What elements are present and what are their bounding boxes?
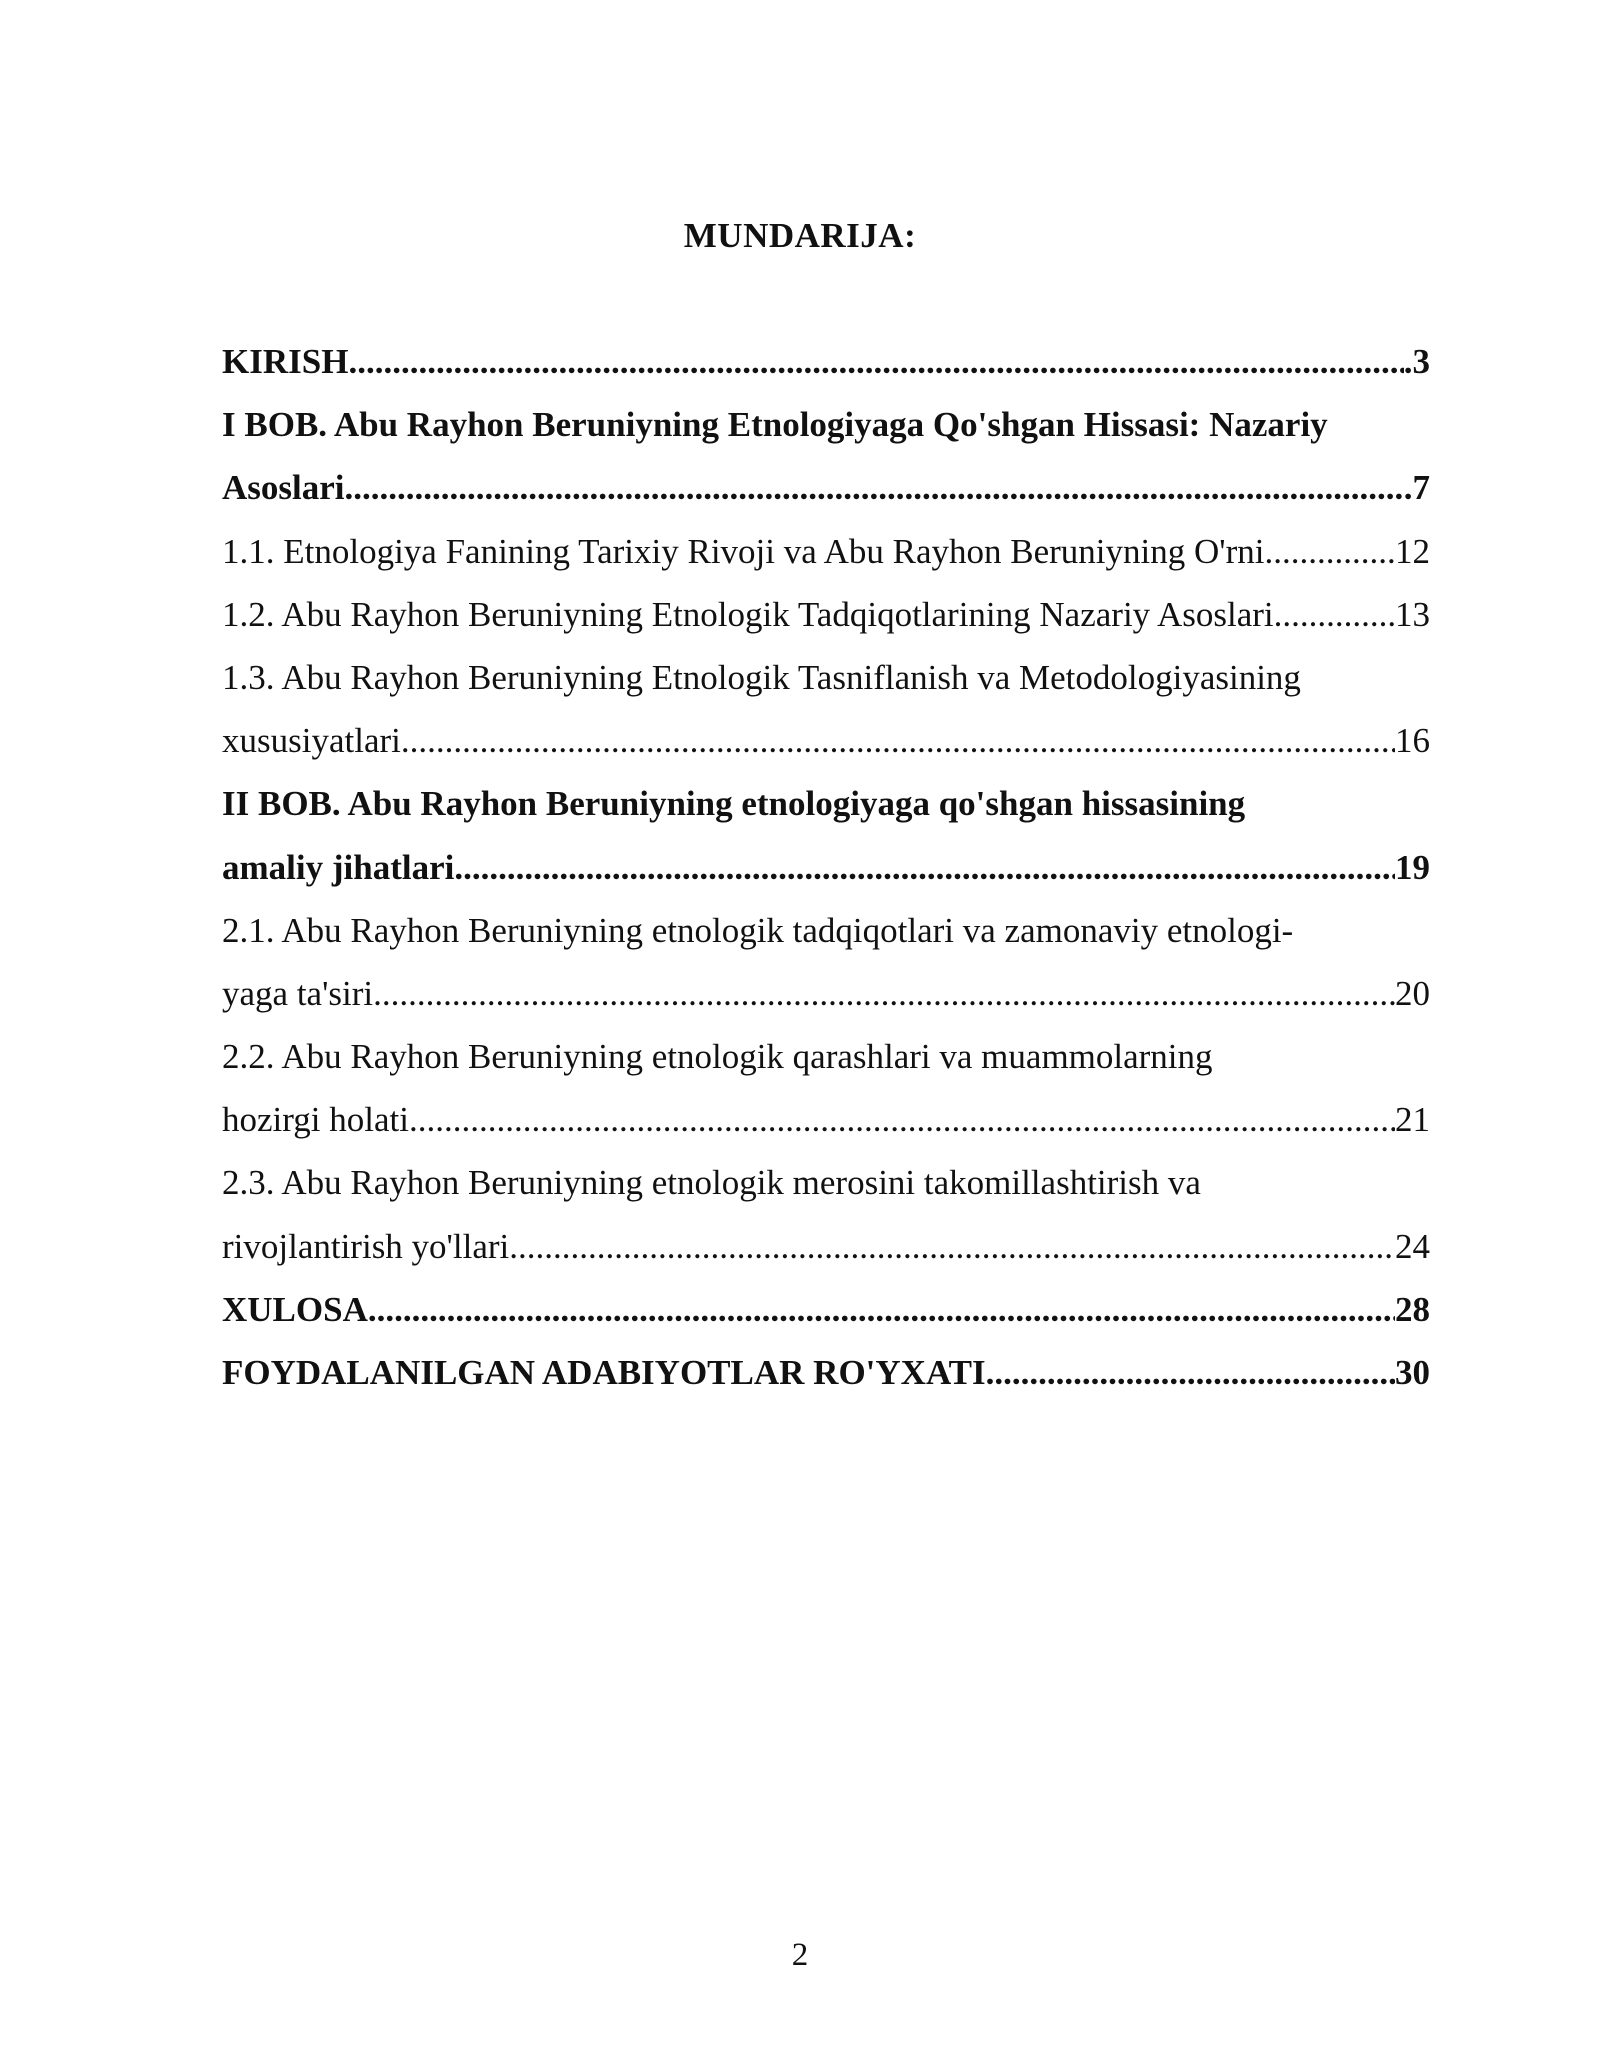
toc-entry-line xyxy=(222,899,1430,962)
toc-entry-label: II BOB. Abu Rayhon Beruniyning etnologiyaga qo'shgan hissasining xyxy=(222,784,1246,824)
table-of-contents xyxy=(222,330,1430,1404)
toc-page-number: 19 xyxy=(1395,847,1430,887)
toc-dot-leader xyxy=(409,1088,1395,1151)
toc-entry-label: 2.3. Abu Rayhon Beruniyning etnologik merosini takomillashtirish va xyxy=(222,1163,1201,1203)
toc-page-number: 12 xyxy=(1395,531,1430,571)
toc-entry-line xyxy=(222,962,1430,1025)
toc-page-number: 21 xyxy=(1395,1100,1430,1140)
toc-entry-label: xususiyatlari xyxy=(222,721,401,761)
toc-dot-leader xyxy=(509,1215,1395,1278)
toc-title: MUNDARIJA: xyxy=(683,216,917,255)
toc-dot-leader xyxy=(345,456,1404,519)
toc-page-number: 30 xyxy=(1395,1353,1430,1392)
toc-entry-label: hozirgi holati xyxy=(222,1100,409,1140)
toc-entry-2-3[interactable] xyxy=(222,1151,1430,1277)
toc-entry-1-2[interactable] xyxy=(222,583,1430,646)
toc-entry-1-1[interactable] xyxy=(222,520,1430,583)
toc-entry-label: Asoslari xyxy=(222,468,345,508)
toc-entry-1-3[interactable] xyxy=(222,646,1430,772)
toc-page-number: 20 xyxy=(1395,973,1430,1013)
toc-entry-bob1[interactable] xyxy=(222,393,1430,519)
toc-page-number: 28 xyxy=(1395,1289,1430,1329)
toc-entry-label: 1.2. Abu Rayhon Beruniyning Etnologik Tadqiqotlarining Nazariy Asoslari xyxy=(222,594,1274,634)
toc-dot-leader xyxy=(986,1341,1395,1404)
toc-entry-label: XULOSA xyxy=(222,1289,368,1329)
toc-entry-line xyxy=(222,1215,1430,1278)
toc-entry-line xyxy=(222,1151,1430,1214)
toc-entry-adabiyotlar[interactable] xyxy=(222,1341,1430,1404)
toc-entry-line xyxy=(222,1088,1430,1151)
toc-entry-line xyxy=(222,836,1430,899)
toc-dot-leader xyxy=(454,836,1395,899)
toc-page-number: .7 xyxy=(1403,468,1430,508)
toc-entry-label: 2.1. Abu Rayhon Beruniyning etnologik tadqiqotlari va zamonaviy etnologi- xyxy=(222,910,1294,950)
toc-entry-label: I BOB. Abu Rayhon Beruniyning Etnologiyaga Qo'shgan Hissasi: Nazariy xyxy=(222,405,1328,445)
toc-entry-label: FOYDALANILGAN ADABIYOTLAR RO'YXATI xyxy=(222,1353,986,1392)
toc-entry-kirish[interactable] xyxy=(222,330,1430,393)
toc-entry-label: 1.1. Etnologiya Fanining Tarixiy Rivoji va Abu Rayhon Beruniyning O'rni xyxy=(222,531,1265,571)
toc-entry-xulosa[interactable] xyxy=(222,1278,1430,1341)
toc-entry-label: amaliy jihatlari xyxy=(222,847,455,887)
toc-entry-line xyxy=(222,393,1430,456)
toc-entry-line xyxy=(222,646,1430,709)
toc-dot-leader xyxy=(373,962,1395,1025)
toc-page-number: 16 xyxy=(1395,721,1430,761)
toc-page-number: 13 xyxy=(1395,594,1430,634)
toc-entry-bob2[interactable] xyxy=(222,772,1430,898)
toc-entry-line xyxy=(222,772,1430,835)
toc-dot-leader xyxy=(1274,583,1395,646)
toc-dot-leader xyxy=(348,330,1403,393)
page-number: 2 xyxy=(791,1937,809,1973)
toc-page-number: .3 xyxy=(1403,342,1430,381)
toc-entry-label: KIRISH xyxy=(222,342,349,381)
toc-entry-label: 2.2. Abu Rayhon Beruniyning etnologik qarashlari va muammolarning xyxy=(222,1037,1213,1077)
toc-entry-label: rivojlantirish yo'llari xyxy=(222,1226,510,1266)
toc-entry-line xyxy=(222,709,1430,772)
toc-dot-leader xyxy=(1264,520,1395,583)
toc-entry-2-2[interactable] xyxy=(222,1025,1430,1151)
toc-entry-label: yaga ta'siri xyxy=(222,973,374,1013)
toc-entry-label: 1.3. Abu Rayhon Beruniyning Etnologik Tasniflanish va Metodologiyasining xyxy=(222,657,1301,697)
toc-dot-leader xyxy=(368,1278,1395,1341)
toc-entry-2-1[interactable] xyxy=(222,899,1430,1025)
toc-page-number: 24 xyxy=(1395,1226,1430,1266)
toc-entry-line xyxy=(222,1025,1430,1088)
toc-entry-line xyxy=(222,456,1430,519)
toc-dot-leader xyxy=(401,709,1395,772)
